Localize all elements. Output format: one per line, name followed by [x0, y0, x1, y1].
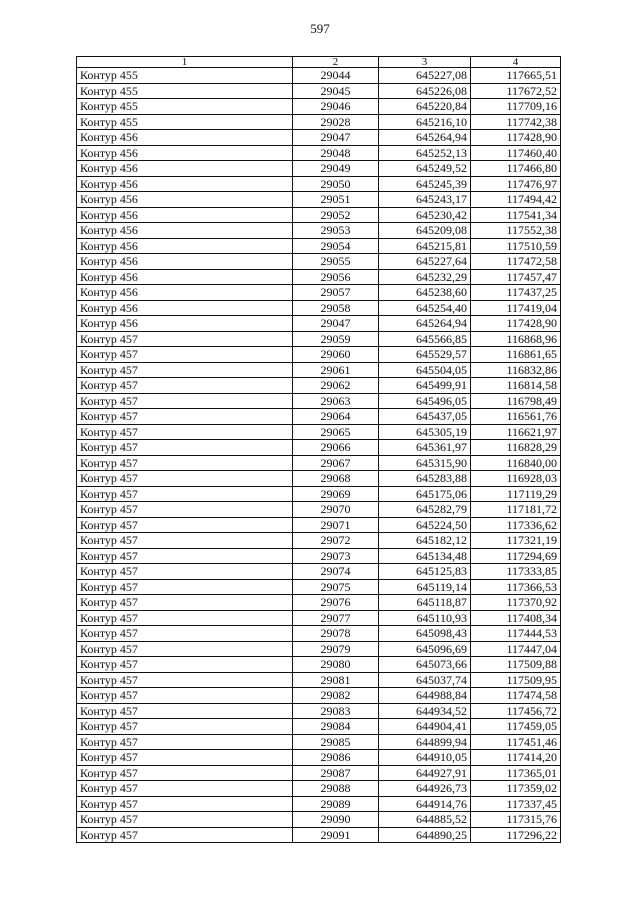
- point-number-cell: 29048: [293, 145, 379, 161]
- x-coordinate-cell: 645216,10: [379, 114, 471, 130]
- table-row: [77, 393, 561, 409]
- y-coordinate-cell: 117370,92: [471, 595, 561, 611]
- point-number-cell: 29074: [293, 564, 379, 580]
- y-coordinate-cell: 117742,38: [471, 114, 561, 130]
- contour-name-cell: Контур 457: [77, 672, 293, 688]
- contour-name-cell: Контур 457: [77, 796, 293, 812]
- contour-name-cell: Контур 457: [77, 440, 293, 456]
- y-coordinate-cell: 116814,58: [471, 378, 561, 394]
- table-row: [77, 99, 561, 115]
- x-coordinate-cell: 645220,84: [379, 99, 471, 115]
- y-coordinate-cell: 117359,02: [471, 781, 561, 797]
- point-number-cell: 29064: [293, 409, 379, 425]
- x-coordinate-cell: 645243,17: [379, 192, 471, 208]
- point-number-cell: 29081: [293, 672, 379, 688]
- contour-name-cell: Контур 456: [77, 300, 293, 316]
- x-coordinate-cell: 645264,94: [379, 130, 471, 146]
- point-number-cell: 29068: [293, 471, 379, 487]
- table-row: [77, 657, 561, 673]
- y-coordinate-cell: 117294,69: [471, 548, 561, 564]
- column-header-2: 2: [293, 57, 379, 68]
- contour-name-cell: Контур 456: [77, 192, 293, 208]
- table-row: [77, 300, 561, 316]
- x-coordinate-cell: 645305,19: [379, 424, 471, 440]
- table-row: [77, 455, 561, 471]
- table-row: [77, 548, 561, 564]
- contour-name-cell: Контур 455: [77, 114, 293, 130]
- point-number-cell: 29053: [293, 223, 379, 239]
- contour-name-cell: Контур 457: [77, 765, 293, 781]
- x-coordinate-cell: 645134,48: [379, 548, 471, 564]
- x-coordinate-cell: 645437,05: [379, 409, 471, 425]
- contour-name-cell: Контур 457: [77, 812, 293, 828]
- point-number-cell: 29047: [293, 130, 379, 146]
- y-coordinate-cell: 117466,80: [471, 161, 561, 177]
- y-coordinate-cell: 117428,90: [471, 130, 561, 146]
- table-row: [77, 688, 561, 704]
- table-row: [77, 424, 561, 440]
- x-coordinate-cell: 645098,43: [379, 626, 471, 642]
- contour-name-cell: Контур 457: [77, 719, 293, 735]
- contour-name-cell: Контур 457: [77, 471, 293, 487]
- table-row: [77, 626, 561, 642]
- contour-name-cell: Контур 457: [77, 331, 293, 347]
- x-coordinate-cell: 645175,06: [379, 486, 471, 502]
- x-coordinate-cell: 645037,74: [379, 672, 471, 688]
- point-number-cell: 29028: [293, 114, 379, 130]
- x-coordinate-cell: 645224,50: [379, 517, 471, 533]
- y-coordinate-cell: 117119,29: [471, 486, 561, 502]
- point-number-cell: 29085: [293, 734, 379, 750]
- y-coordinate-cell: 117476,97: [471, 176, 561, 192]
- x-coordinate-cell: 645252,13: [379, 145, 471, 161]
- table-row: [77, 781, 561, 797]
- y-coordinate-cell: 117457,47: [471, 269, 561, 285]
- table-row: [77, 812, 561, 828]
- point-number-cell: 29045: [293, 83, 379, 99]
- x-coordinate-cell: 645215,81: [379, 238, 471, 254]
- y-coordinate-cell: 117428,90: [471, 316, 561, 332]
- y-coordinate-cell: 117672,52: [471, 83, 561, 99]
- table-body: [77, 68, 561, 843]
- x-coordinate-cell: 645315,90: [379, 455, 471, 471]
- point-number-cell: 29067: [293, 455, 379, 471]
- contour-name-cell: Контур 457: [77, 533, 293, 549]
- x-coordinate-cell: 645227,64: [379, 254, 471, 270]
- x-coordinate-cell: 645096,69: [379, 641, 471, 657]
- page-number: 597: [310, 21, 330, 36]
- table-row: [77, 533, 561, 549]
- y-coordinate-cell: 117472,58: [471, 254, 561, 270]
- x-coordinate-cell: 645283,88: [379, 471, 471, 487]
- table-row: [77, 564, 561, 580]
- column-header-1: 1: [77, 57, 293, 68]
- contour-name-cell: Контур 456: [77, 176, 293, 192]
- contour-name-cell: Контур 455: [77, 68, 293, 84]
- x-coordinate-cell: 645119,14: [379, 579, 471, 595]
- table-row: [77, 316, 561, 332]
- x-coordinate-cell: 644899,94: [379, 734, 471, 750]
- table-row: [77, 285, 561, 301]
- y-coordinate-cell: 117459,05: [471, 719, 561, 735]
- x-coordinate-cell: 645125,83: [379, 564, 471, 580]
- point-number-cell: 29059: [293, 331, 379, 347]
- point-number-cell: 29088: [293, 781, 379, 797]
- contour-name-cell: Контур 457: [77, 827, 293, 843]
- y-coordinate-cell: 117552,38: [471, 223, 561, 239]
- x-coordinate-cell: 644914,76: [379, 796, 471, 812]
- x-coordinate-cell: 645232,29: [379, 269, 471, 285]
- point-number-cell: 29058: [293, 300, 379, 316]
- x-coordinate-cell: 644885,52: [379, 812, 471, 828]
- point-number-cell: 29080: [293, 657, 379, 673]
- contour-name-cell: Контур 457: [77, 579, 293, 595]
- table-row: [77, 347, 561, 363]
- point-number-cell: 29082: [293, 688, 379, 704]
- table-row: [77, 238, 561, 254]
- x-coordinate-cell: 644988,84: [379, 688, 471, 704]
- contour-name-cell: Контур 457: [77, 750, 293, 766]
- point-number-cell: 29071: [293, 517, 379, 533]
- y-coordinate-cell: 117665,51: [471, 68, 561, 84]
- point-number-cell: 29049: [293, 161, 379, 177]
- y-coordinate-cell: 116561,76: [471, 409, 561, 425]
- x-coordinate-cell: 645504,05: [379, 362, 471, 378]
- table-row: [77, 362, 561, 378]
- y-coordinate-cell: 117366,53: [471, 579, 561, 595]
- contour-name-cell: Контур 456: [77, 145, 293, 161]
- table-row: [77, 269, 561, 285]
- point-number-cell: 29083: [293, 703, 379, 719]
- x-coordinate-cell: 645264,94: [379, 316, 471, 332]
- x-coordinate-cell: 645209,08: [379, 223, 471, 239]
- table-row: [77, 176, 561, 192]
- y-coordinate-cell: 117451,46: [471, 734, 561, 750]
- table-row: [77, 130, 561, 146]
- x-coordinate-cell: 645249,52: [379, 161, 471, 177]
- table-row: [77, 207, 561, 223]
- table-row: [77, 254, 561, 270]
- y-coordinate-cell: 116868,96: [471, 331, 561, 347]
- contour-name-cell: Контур 455: [77, 99, 293, 115]
- y-coordinate-cell: 117509,88: [471, 657, 561, 673]
- table-row: [77, 471, 561, 487]
- y-coordinate-cell: 116621,97: [471, 424, 561, 440]
- y-coordinate-cell: 117181,72: [471, 502, 561, 518]
- table-row: [77, 579, 561, 595]
- y-coordinate-cell: 117414,20: [471, 750, 561, 766]
- point-number-cell: 29073: [293, 548, 379, 564]
- table-row: [77, 331, 561, 347]
- point-number-cell: 29052: [293, 207, 379, 223]
- x-coordinate-cell: 645496,05: [379, 393, 471, 409]
- table-row: [77, 378, 561, 394]
- table-row: [77, 734, 561, 750]
- y-coordinate-cell: 116861,65: [471, 347, 561, 363]
- contour-name-cell: Контур 457: [77, 781, 293, 797]
- contour-name-cell: Контур 457: [77, 455, 293, 471]
- point-number-cell: 29051: [293, 192, 379, 208]
- table-row: [77, 409, 561, 425]
- point-number-cell: 29050: [293, 176, 379, 192]
- point-number-cell: 29044: [293, 68, 379, 84]
- y-coordinate-cell: 116798,49: [471, 393, 561, 409]
- table-row: [77, 192, 561, 208]
- y-coordinate-cell: 117296,22: [471, 827, 561, 843]
- point-number-cell: 29046: [293, 99, 379, 115]
- y-coordinate-cell: 117321,19: [471, 533, 561, 549]
- point-number-cell: 29089: [293, 796, 379, 812]
- point-number-cell: 29055: [293, 254, 379, 270]
- contour-name-cell: Контур 456: [77, 238, 293, 254]
- x-coordinate-cell: 645238,60: [379, 285, 471, 301]
- contour-name-cell: Контур 456: [77, 254, 293, 270]
- y-coordinate-cell: 117408,34: [471, 610, 561, 626]
- y-coordinate-cell: 117333,85: [471, 564, 561, 580]
- contour-name-cell: Контур 456: [77, 223, 293, 239]
- x-coordinate-cell: 645118,87: [379, 595, 471, 611]
- point-number-cell: 29070: [293, 502, 379, 518]
- y-coordinate-cell: 117437,25: [471, 285, 561, 301]
- point-number-cell: 29077: [293, 610, 379, 626]
- point-number-cell: 29062: [293, 378, 379, 394]
- contour-name-cell: Контур 457: [77, 502, 293, 518]
- point-number-cell: 29057: [293, 285, 379, 301]
- contour-name-cell: Контур 456: [77, 316, 293, 332]
- table-row: [77, 719, 561, 735]
- point-number-cell: 29086: [293, 750, 379, 766]
- contour-name-cell: Контур 456: [77, 269, 293, 285]
- x-coordinate-cell: 645110,93: [379, 610, 471, 626]
- x-coordinate-cell: 645499,91: [379, 378, 471, 394]
- x-coordinate-cell: 645529,57: [379, 347, 471, 363]
- point-number-cell: 29063: [293, 393, 379, 409]
- contour-name-cell: Контур 457: [77, 641, 293, 657]
- x-coordinate-cell: 645282,79: [379, 502, 471, 518]
- contour-name-cell: Контур 457: [77, 378, 293, 394]
- contour-name-cell: Контур 457: [77, 517, 293, 533]
- y-coordinate-cell: 117474,58: [471, 688, 561, 704]
- table-row: [77, 114, 561, 130]
- contour-name-cell: Контур 457: [77, 362, 293, 378]
- x-coordinate-cell: 645182,12: [379, 533, 471, 549]
- x-coordinate-cell: 645361,97: [379, 440, 471, 456]
- y-coordinate-cell: 117541,34: [471, 207, 561, 223]
- point-number-cell: 29079: [293, 641, 379, 657]
- x-coordinate-cell: 645254,40: [379, 300, 471, 316]
- x-coordinate-cell: 645230,42: [379, 207, 471, 223]
- contour-name-cell: Контур 457: [77, 424, 293, 440]
- x-coordinate-cell: 644910,05: [379, 750, 471, 766]
- point-number-cell: 29069: [293, 486, 379, 502]
- y-coordinate-cell: 117419,04: [471, 300, 561, 316]
- contour-name-cell: Контур 457: [77, 734, 293, 750]
- point-number-cell: 29061: [293, 362, 379, 378]
- table-row: [77, 517, 561, 533]
- y-coordinate-cell: 117709,16: [471, 99, 561, 115]
- coordinates-table: [76, 56, 561, 843]
- y-coordinate-cell: 117444,53: [471, 626, 561, 642]
- y-coordinate-cell: 117447,04: [471, 641, 561, 657]
- table-row: [77, 827, 561, 843]
- point-number-cell: 29087: [293, 765, 379, 781]
- y-coordinate-cell: 116832,86: [471, 362, 561, 378]
- x-coordinate-cell: 644934,52: [379, 703, 471, 719]
- y-coordinate-cell: 117460,40: [471, 145, 561, 161]
- x-coordinate-cell: 645227,08: [379, 68, 471, 84]
- table-row: [77, 595, 561, 611]
- y-coordinate-cell: 116828,29: [471, 440, 561, 456]
- contour-name-cell: Контур 457: [77, 595, 293, 611]
- point-number-cell: 29084: [293, 719, 379, 735]
- table-row: [77, 68, 561, 84]
- point-number-cell: 29076: [293, 595, 379, 611]
- contour-name-cell: Контур 457: [77, 564, 293, 580]
- x-coordinate-cell: 644927,91: [379, 765, 471, 781]
- y-coordinate-cell: 117510,59: [471, 238, 561, 254]
- y-coordinate-cell: 117509,95: [471, 672, 561, 688]
- table-row: [77, 796, 561, 812]
- table-row: [77, 502, 561, 518]
- table-header-row: [77, 57, 561, 68]
- y-coordinate-cell: 116928,03: [471, 471, 561, 487]
- y-coordinate-cell: 117336,62: [471, 517, 561, 533]
- table-row: [77, 765, 561, 781]
- table-row: [77, 486, 561, 502]
- x-coordinate-cell: 644890,25: [379, 827, 471, 843]
- contour-name-cell: Контур 457: [77, 626, 293, 642]
- point-number-cell: 29078: [293, 626, 379, 642]
- table-row: [77, 750, 561, 766]
- y-coordinate-cell: 117456,72: [471, 703, 561, 719]
- x-coordinate-cell: 645226,08: [379, 83, 471, 99]
- contour-name-cell: Контур 457: [77, 703, 293, 719]
- contour-name-cell: Контур 457: [77, 486, 293, 502]
- x-coordinate-cell: 645073,66: [379, 657, 471, 673]
- table-row: [77, 440, 561, 456]
- point-number-cell: 29056: [293, 269, 379, 285]
- point-number-cell: 29091: [293, 827, 379, 843]
- contour-name-cell: Контур 455: [77, 83, 293, 99]
- contour-name-cell: Контур 457: [77, 347, 293, 363]
- point-number-cell: 29072: [293, 533, 379, 549]
- column-header-4: 4: [471, 57, 561, 68]
- table-row: [77, 145, 561, 161]
- contour-name-cell: Контур 457: [77, 548, 293, 564]
- contour-name-cell: Контур 456: [77, 130, 293, 146]
- table-row: [77, 703, 561, 719]
- contour-name-cell: Контур 457: [77, 409, 293, 425]
- table-row: [77, 610, 561, 626]
- contour-name-cell: Контур 456: [77, 207, 293, 223]
- y-coordinate-cell: 117315,76: [471, 812, 561, 828]
- contour-name-cell: Контур 457: [77, 610, 293, 626]
- point-number-cell: 29054: [293, 238, 379, 254]
- x-coordinate-cell: 644926,73: [379, 781, 471, 797]
- contour-name-cell: Контур 457: [77, 393, 293, 409]
- contour-name-cell: Контур 457: [77, 688, 293, 704]
- y-coordinate-cell: 116840,00: [471, 455, 561, 471]
- table-row: [77, 83, 561, 99]
- point-number-cell: 29090: [293, 812, 379, 828]
- table-row: [77, 161, 561, 177]
- contour-name-cell: Контур 456: [77, 161, 293, 177]
- x-coordinate-cell: 644904,41: [379, 719, 471, 735]
- x-coordinate-cell: 645245,39: [379, 176, 471, 192]
- table-row: [77, 672, 561, 688]
- column-header-3: 3: [379, 57, 471, 68]
- y-coordinate-cell: 117337,45: [471, 796, 561, 812]
- contour-name-cell: Контур 456: [77, 285, 293, 301]
- point-number-cell: 29075: [293, 579, 379, 595]
- point-number-cell: 29060: [293, 347, 379, 363]
- table-row: [77, 641, 561, 657]
- x-coordinate-cell: 645566,85: [379, 331, 471, 347]
- point-number-cell: 29065: [293, 424, 379, 440]
- point-number-cell: 29066: [293, 440, 379, 456]
- contour-name-cell: Контур 457: [77, 657, 293, 673]
- point-number-cell: 29047: [293, 316, 379, 332]
- table-row: [77, 223, 561, 239]
- y-coordinate-cell: 117494,42: [471, 192, 561, 208]
- y-coordinate-cell: 117365,01: [471, 765, 561, 781]
